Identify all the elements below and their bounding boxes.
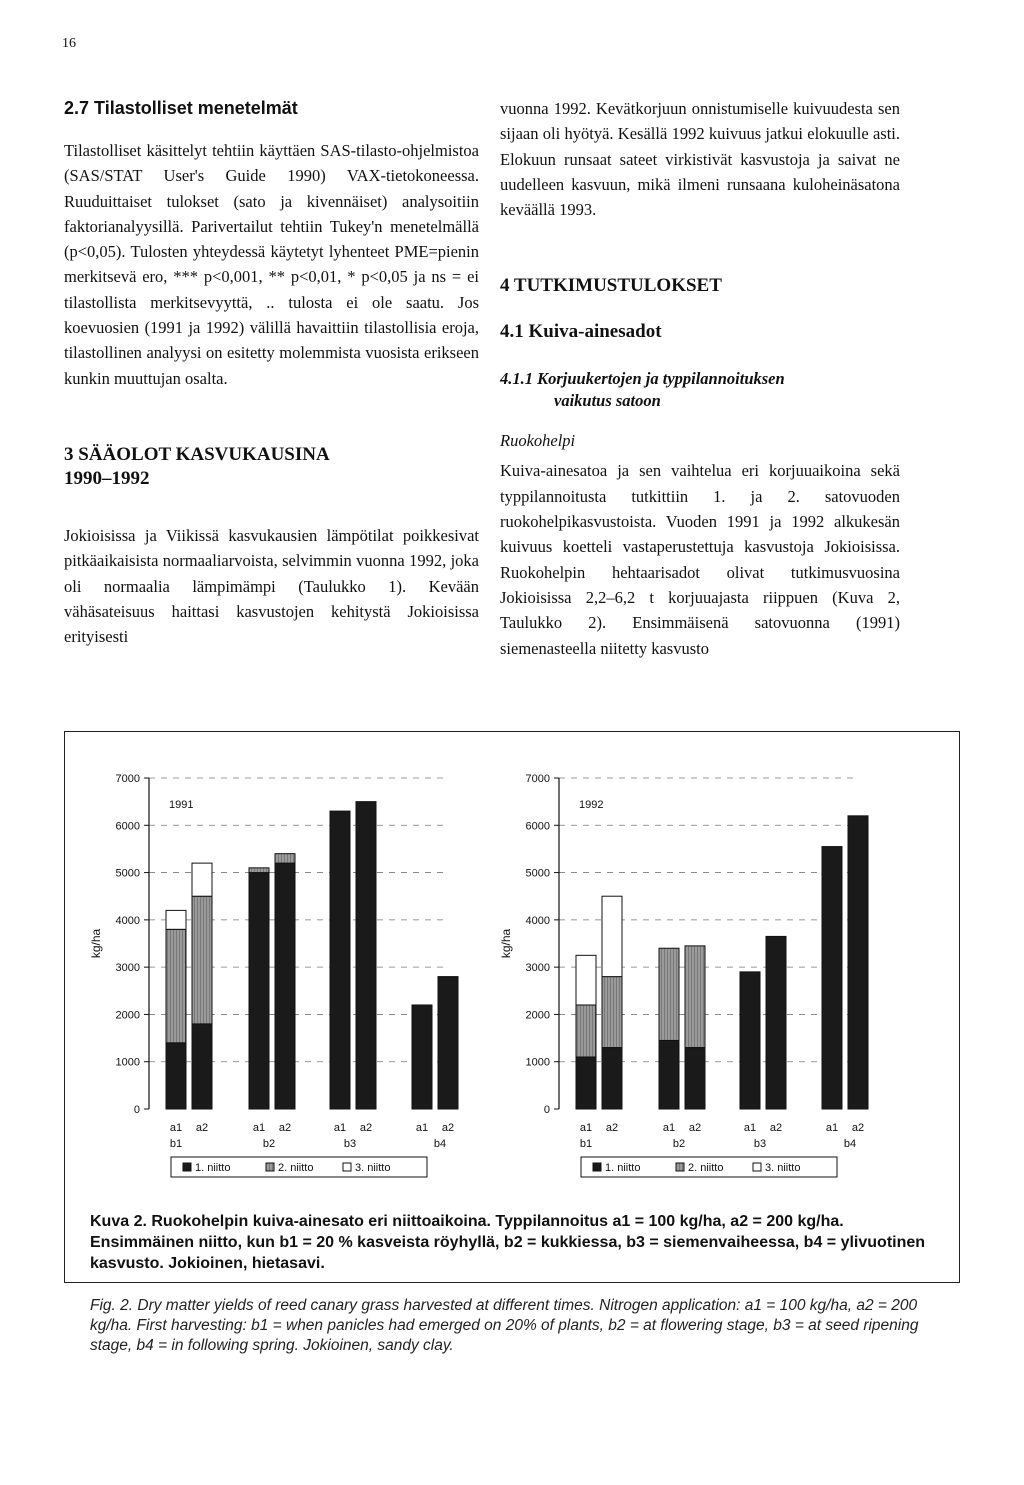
bar-1-niitto-a2-b3 <box>766 936 786 1109</box>
section-3-title-line2: 1990–1992 <box>64 467 150 489</box>
x-tick-label: a1 <box>579 1122 593 1134</box>
y-tick-label: 4000 <box>525 914 550 927</box>
y-tick-label: 7000 <box>525 773 550 785</box>
group-label: b2 <box>672 1138 686 1150</box>
legend-swatch-2 <box>266 1163 274 1171</box>
bar-1-niitto-a2-b2 <box>685 1048 705 1109</box>
ruokohelpi-paragraph: Kuiva-ainesatoa ja sen vaihtelua eri korjuuaikoina sekä typpilannoitusta tutkittiin 1. ja 2. satovuoden ruokohelpikasvustoista. Vuoden 1991 ja 1992 alkukesän kuivuus koetteli vastaperustettuja kasvustoja Jokioisissa. Ruokohelpin hehtaarisadot olivat tutkimusvuosina Jokioisissa 2,2–6,2 t korjuuajasta riippuen (Kuva 2, Taulukko 2). Ensimmäisenä satovuonna (1991) siemenasteella niitetty kasvusto <box>500 461 900 658</box>
bar-1-niitto-a2-b1 <box>192 1024 212 1109</box>
x-tick-label: a1 <box>169 1122 183 1134</box>
bar-1-niitto-a2-b3 <box>356 802 376 1109</box>
legend-swatch-2 <box>676 1163 684 1171</box>
bar-1-niitto-a1-b1 <box>576 1057 596 1109</box>
x-tick-label: a1 <box>662 1122 676 1134</box>
y-tick-label: 5000 <box>115 867 140 880</box>
y-tick-label: 6000 <box>525 820 550 833</box>
bar-2-niitto-a1-b1 <box>166 929 186 1042</box>
figure-caption-en: Fig. 2. Dry matter yields of reed canary grass harvested at different times. Nitrogen application: a1 = 100 kg/ha, a2 = 200 kg/ha. First harvesting: b1 = when panicles had emerged on 20% of plants, b2 = at flowering stage, b3 = at seed ripening stage, b4 = in following spring. Jokioinen, sandy clay. <box>90 1297 919 1354</box>
right-column <box>500 96 900 661</box>
bar-3-niitto-a2-b1 <box>192 863 212 896</box>
bar-2-niitto-a1-b1 <box>576 1005 596 1057</box>
legend-swatch-1 <box>593 1163 601 1171</box>
group-label: b1 <box>169 1138 183 1150</box>
bar-2-niitto-a1-b2 <box>659 948 679 1040</box>
bar-1-niitto-a1-b3 <box>740 972 760 1109</box>
y-tick-label: 2000 <box>115 1009 140 1022</box>
x-tick-label: a2 <box>278 1122 292 1134</box>
y-tick-label: 3000 <box>115 962 140 975</box>
group-label: b3 <box>753 1138 767 1150</box>
bar-2-niitto-a1-b2 <box>249 868 269 873</box>
y-tick-label: 5000 <box>525 867 550 880</box>
x-tick-label: a2 <box>851 1122 865 1134</box>
section-2-7-title: 2.7 Tilastolliset menetelmät <box>64 98 298 118</box>
bar-3-niitto-a1-b1 <box>166 910 186 929</box>
chart-1991 <box>74 760 474 1200</box>
group-label: b2 <box>262 1138 276 1150</box>
bar-1-niitto-a2-b4 <box>848 816 868 1109</box>
group-label: b4 <box>433 1138 447 1150</box>
continued-text: vuonna 1992. Kevätkorjuun onnistumiselle kuivuudesta sen sijaan oli hyötyä. Kesällä 1992 kuivuus jatkui elokuulle asti. Elokuun runsaat sateet virkistivät kasvustoja ja saivat ne uudelleen kasvuun, mikä ilmeni runsaana kuloheinäsatona keväällä 1993. <box>500 99 900 220</box>
legend-label-1: 1. niitto <box>195 1162 231 1174</box>
x-tick-label: a2 <box>688 1122 702 1134</box>
y-tick-label: 4000 <box>115 914 140 927</box>
subheading-ruokohelpi: Ruokohelpi <box>500 431 576 451</box>
bar-1-niitto-a2-b1 <box>602 1048 622 1109</box>
y-tick-label: 0 <box>543 1104 550 1116</box>
x-tick-label: a2 <box>359 1122 373 1134</box>
x-tick-label: a2 <box>769 1122 783 1134</box>
x-tick-label: a1 <box>333 1122 347 1134</box>
section-4-title: 4 TUTKIMUSTULOKSET <box>500 275 722 297</box>
section-3-title-line1: 3 SÄÄOLOT KASVUKAUSINA <box>64 443 330 465</box>
bar-1-niitto-a1-b1 <box>166 1043 186 1109</box>
section-4-1-1-title-line1: 4.1.1 Korjuukertojen ja typpilannoituksen <box>500 369 785 389</box>
section-4-1-title: 4.1 Kuiva-ainesadot <box>500 321 662 343</box>
chart-title: 1991 <box>169 799 194 811</box>
bar-1-niitto-a1-b3 <box>330 811 350 1109</box>
y-tick-label: 1000 <box>525 1056 550 1069</box>
figure-caption-fi: Kuva 2. Ruokohelpin kuiva-ainesato eri niittoaikoina. Typpilannoitus a1 = 100 kg/ha, a2 = 200 kg/ha. Ensimmäinen niitto, kun b1 = 20 % kasveista röyhyllä, b2 = kukkiessa, b3 = siemenvaiheessa, b4 = ylivuotinen kasvusto. Jokioinen, hietasavi. <box>90 1213 926 1272</box>
bar-2-niitto-a2-b2 <box>685 946 705 1048</box>
legend-label-1: 1. niitto <box>605 1162 641 1174</box>
bar-1-niitto-a1-b2 <box>249 873 269 1109</box>
bar-1-niitto-a2-b2 <box>275 863 295 1109</box>
x-tick-label: a2 <box>605 1122 619 1134</box>
y-tick-label: 7000 <box>115 773 140 785</box>
bar-1-niitto-a1-b4 <box>822 847 842 1109</box>
bar-1-niitto-a1-b4 <box>412 1005 432 1109</box>
bar-3-niitto-a1-b1 <box>576 955 596 1005</box>
section-2-7-text: Tilastolliset käsittelyt tehtiin käyttäen SAS-tilasto-ohjelmistoa (SAS/STAT User's Guide 1990) VAX-tietokoneessa. Ruuduittaiset tulokset (sato ja kivennäiset) analysoitiin faktorianalyysillä. Parivertailut tehtiin Tukey'n menetelmällä (p<0,05). Tulosten yhteydessä käytetyt lyhenteet PME=pienin merkitsevä ero, *** p<0,001, ** p<0,01, * p<0,05 ja ns = ei tilastollista merkitsevyyttä, .. tulosta ei ole saatu. Jos koevuosien (1991 ja 1992) välillä havaittiin tilastollisia eroja, tilastollinen analyysi on esitetty molemmista vuosista erikseen kunkin muuttujan osalta. <box>64 141 479 388</box>
y-tick-label: 3000 <box>525 962 550 975</box>
group-label: b4 <box>843 1138 857 1150</box>
bar-2-niitto-a2-b2 <box>275 854 295 863</box>
page-number: 16 <box>62 36 76 51</box>
x-tick-label: a1 <box>743 1122 757 1134</box>
bar-2-niitto-a2-b1 <box>192 896 212 1024</box>
legend-label-2: 2. niitto <box>688 1162 724 1174</box>
legend-swatch-3 <box>753 1163 761 1171</box>
y-axis-label: kg/ha <box>499 928 513 959</box>
x-tick-label: a1 <box>252 1122 266 1134</box>
legend-label-3: 3. niitto <box>765 1162 801 1174</box>
x-tick-label: a2 <box>441 1122 455 1134</box>
x-tick-label: a1 <box>415 1122 429 1134</box>
group-label: b3 <box>343 1138 357 1150</box>
y-axis-label: kg/ha <box>89 928 103 959</box>
chart-1992 <box>484 760 884 1200</box>
y-tick-label: 0 <box>133 1104 140 1116</box>
bar-3-niitto-a2-b1 <box>602 896 622 976</box>
y-tick-label: 2000 <box>525 1009 550 1022</box>
chart-title: 1992 <box>579 799 604 811</box>
bar-2-niitto-a2-b1 <box>602 977 622 1048</box>
legend-swatch-1 <box>183 1163 191 1171</box>
group-label: b1 <box>579 1138 593 1150</box>
left-column <box>64 96 479 649</box>
x-tick-label: a1 <box>825 1122 839 1134</box>
y-tick-label: 1000 <box>115 1056 140 1069</box>
bar-1-niitto-a1-b2 <box>659 1040 679 1109</box>
x-tick-label: a2 <box>195 1122 209 1134</box>
bar-1-niitto-a2-b4 <box>438 977 458 1109</box>
section-3-text: Jokioisissa ja Viikissä kasvukausien lämpötilat poikkesivat pitkäaikaisista normaaliarvoista, selvimmin vuonna 1992, joka oli normaalia lämpimämpi (Taulukko 1). Kevään vähäsateisuus haittasi kasvustojen kehitystä Jokioisissa erityisesti <box>64 525 479 647</box>
legend-swatch-3 <box>343 1163 351 1171</box>
legend-label-2: 2. niitto <box>278 1162 314 1174</box>
legend-label-3: 3. niitto <box>355 1162 391 1174</box>
section-4-1-1-title-line2: vaikutus satoon <box>554 391 661 411</box>
y-tick-label: 6000 <box>115 820 140 833</box>
